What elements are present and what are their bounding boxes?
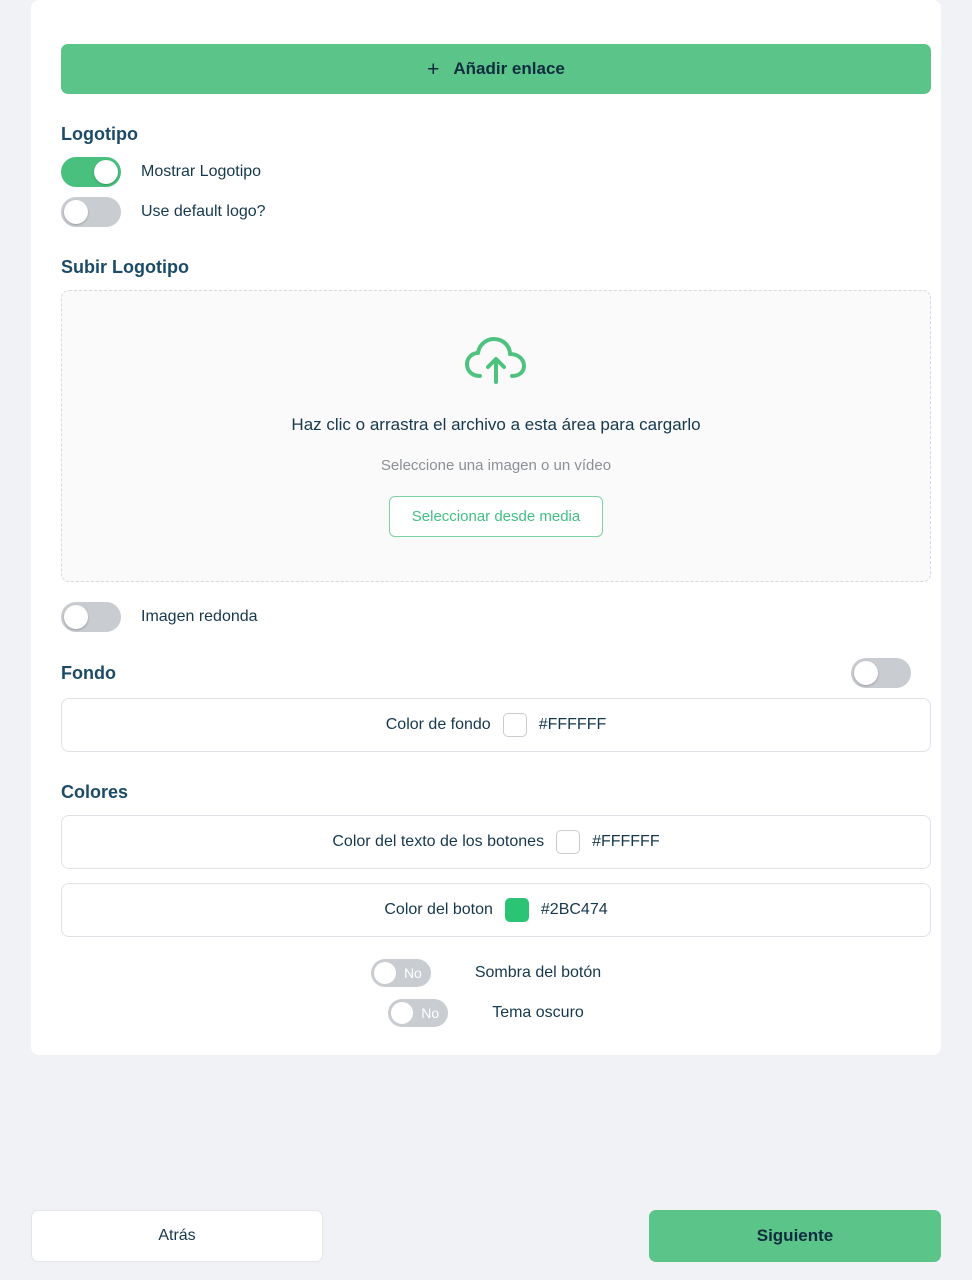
toggle-knob	[64, 605, 88, 629]
dark-theme-label: Tema oscuro	[492, 1004, 584, 1021]
show-logo-toggle[interactable]	[61, 157, 121, 187]
toggle-knob	[94, 160, 118, 184]
dark-theme-toggle[interactable]	[388, 999, 448, 1027]
show-logo-label: Mostrar Logotipo	[141, 163, 262, 180]
toggle-knob	[374, 962, 396, 984]
add-link-button[interactable]	[61, 44, 931, 94]
background-color-swatch[interactable]	[503, 713, 527, 737]
cloud-upload-icon	[464, 336, 528, 391]
add-link-label: Añadir enlace	[453, 59, 565, 78]
default-logo-label: Use default logo?	[141, 203, 266, 220]
logo-section-title: Logotipo	[61, 124, 138, 144]
button-color-label: Color del boton	[384, 901, 493, 918]
dark-theme-state: No	[421, 1005, 440, 1021]
footer-bar	[0, 1192, 972, 1280]
upload-main-text: Haz clic o arrastra el archivo a esta área para cargarlo	[291, 414, 701, 434]
button-color-swatch[interactable]	[505, 898, 529, 922]
show-logo-row	[61, 157, 911, 187]
background-color-field[interactable]	[61, 698, 931, 752]
button-shadow-toggle[interactable]	[371, 959, 431, 987]
button-color-field[interactable]	[61, 883, 931, 937]
toggle-knob	[64, 200, 88, 224]
button-color-hex: #2BC474	[540, 901, 608, 918]
settings-card	[31, 0, 941, 1055]
background-color-hex: #FFFFFF	[538, 716, 607, 733]
upload-section-title: Subir Logotipo	[61, 257, 189, 277]
background-color-label: Color de fondo	[385, 716, 491, 733]
upload-sub-text: Seleccione una imagen o un vídeo	[380, 456, 612, 474]
background-section-title: Fondo	[61, 662, 116, 683]
select-from-media-button[interactable]: Seleccionar desde media	[389, 496, 603, 537]
toggle-knob	[391, 1002, 413, 1024]
button-text-color-label: Color del texto de los botones	[332, 833, 545, 850]
dark-theme-row	[61, 999, 911, 1027]
round-image-toggle[interactable]	[61, 602, 121, 632]
next-button[interactable]: Siguiente	[649, 1210, 941, 1262]
button-shadow-label: Sombra del botón	[474, 964, 602, 981]
logo-upload-dropzone[interactable]	[61, 290, 931, 582]
button-text-color-swatch[interactable]	[556, 830, 580, 854]
round-image-row	[61, 602, 911, 632]
background-toggle[interactable]	[851, 658, 911, 688]
round-image-label: Imagen redonda	[141, 608, 258, 625]
default-logo-toggle[interactable]	[61, 197, 121, 227]
button-text-color-hex: #FFFFFF	[592, 833, 660, 850]
colors-section-title: Colores	[61, 782, 129, 802]
button-text-color-field[interactable]	[61, 815, 931, 869]
button-shadow-state: No	[403, 965, 422, 981]
toggle-knob	[854, 661, 878, 685]
background-section-header	[61, 658, 911, 688]
default-logo-row	[61, 197, 911, 227]
button-shadow-row	[61, 959, 911, 987]
plus-icon: +	[427, 57, 440, 81]
back-button[interactable]: Atrás	[31, 1210, 323, 1262]
